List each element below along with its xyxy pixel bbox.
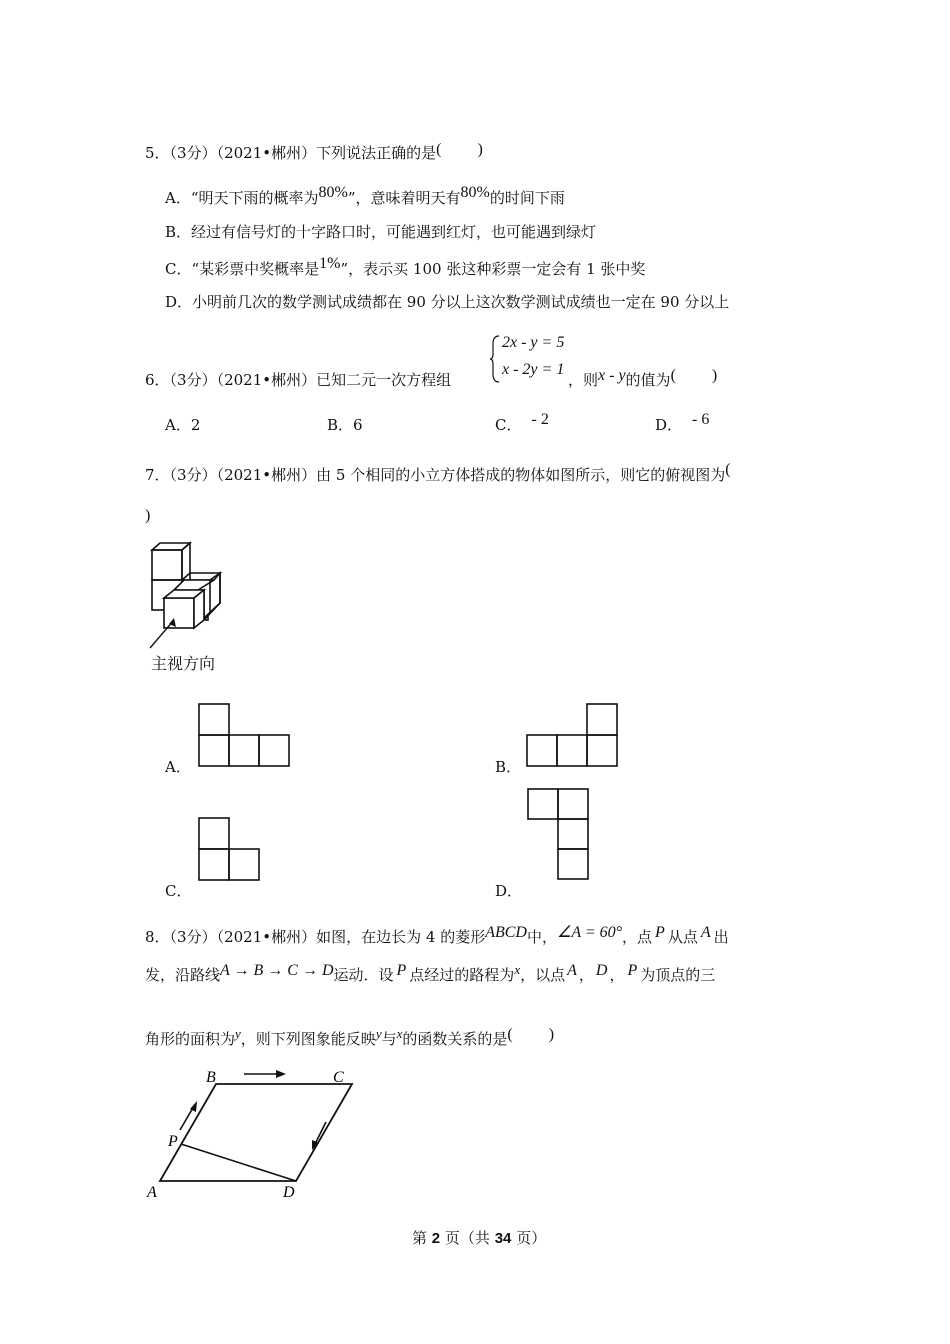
q8-l1-text2: 中， [526,928,557,946]
q7-paren-open: ( [725,461,731,478]
q8-l1-text1: 8．（3分）（2021•郴州）如图，在边长为 4 的菱形 [145,928,486,946]
q6-paren-open: ( [670,367,676,384]
q6-brace [489,334,501,384]
q8-line-1 [145,926,729,947]
q8-point-a: A [700,924,711,941]
q5-c-val: 1% [319,255,341,272]
q8-var-x: x [514,962,521,977]
q8-line-2: 发，沿路线A → B → C → D运动．设 P 点经过的路程为x，以点 A ， D ， P 为顶点的三 [145,962,716,984]
q7-option-a-label: A． [165,758,191,776]
q8-var-y-2: y [375,1026,382,1041]
q6-mid: ，则 [568,371,599,389]
q8-l2-text4: ，以点 [520,966,566,984]
q7-option-c-label: C． [165,882,192,900]
q5-head: 5．（3分）（2021•郴州）下列说法正确的是 [145,144,437,162]
q8-point-p: P [655,924,665,941]
footer-total-pages: 34 [494,1230,512,1247]
q8-paren-close: ) [548,1026,555,1043]
q8-l3-text2: ，则下列图象能反映 [240,1030,376,1048]
q8-route: A → B → C → D [220,962,334,979]
q8-var-y: y [235,1026,241,1041]
q5-option-d: D．小明前几次的数学测试成绩都在 90 分以上这次数学测试成绩也一定在 90 分以上 [165,293,730,311]
q8-l2-text3: 点经过的路程为 [409,966,515,984]
q6-equation-1: 2x - y = 5 [502,334,565,351]
q8-l2-text2: 运动．设 [333,966,394,984]
q7-paren-close: ) [145,507,151,524]
q8-point-a-2: A [567,962,577,979]
q8-l3-text4: 的函数关系的是 [402,1030,508,1048]
q7-option-b-grid [526,703,620,767]
q5-paren-close: ) [477,141,483,158]
q7-stem [145,461,731,485]
q7-option-d-label: D． [495,882,523,900]
q6-option-b: B．6 [327,416,363,434]
q5-a-val: 80% [318,184,348,201]
q8-paren-open: ( [507,1026,513,1043]
q7-cube-figure [140,540,240,660]
q5-option-a [165,184,565,208]
q8-l2-text1: 发，沿路线 [145,966,221,984]
q8-rhombus-figure [140,1062,360,1207]
q5-a-text3: 的时间下雨 [489,189,565,207]
q8-point-p-3: P [627,962,638,979]
q7-head: 7．（3分）（2021•郴州）由 5 个相同的小立方体搭成的物体如图所示，则它的俯视图为 [145,466,726,484]
q7-option-a-grid [198,703,292,767]
q6-d-label: D． [655,416,683,434]
q6-equation-2: x - 2y = 1 [502,361,565,378]
q8-l1-text4: 从点 [667,928,698,946]
q8-l3-text3: 与 [381,1030,397,1048]
q5-option-b: B．经过有信号灯的十字路口时，可能遇到红灯，也可能遇到绿灯 [165,223,597,241]
page-footer [412,1227,546,1248]
q5-c-text2: ”，表示买 100 张这种彩票一定会有 1 张中奖 [340,260,646,278]
q7-option-c-grid [198,817,262,881]
fig-label-a: A [147,1184,157,1201]
q8-l3-text1: 角形的面积为 [145,1030,236,1048]
q8-point-d: D [595,962,608,979]
q8-angle: ∠A = 60° [557,924,623,941]
q8-rhombus-name: ABCD [485,924,527,941]
q5-a-text1: A．“明天下雨的概率为 [165,189,319,207]
q8-point-p-2: P [396,962,407,979]
q8-line-3 [145,1028,554,1049]
fig-label-b: B [206,1069,216,1086]
q6-c-val: - 2 [531,411,549,428]
q5-c-text1: C．“某彩票中奖概率是 [165,260,320,278]
q6-option-d [655,411,710,435]
q6-c-label: C． [495,416,522,434]
q7-figure-caption: 主视方向 [151,654,216,673]
q5-option-c [165,255,646,279]
q7-option-d-grid [527,788,591,882]
q8-var-x-2: x [396,1026,403,1041]
fig-label-c: C [333,1069,344,1086]
q5-a-text2: ”，意味着明天有 [347,189,461,207]
footer-mid: 页（共 [444,1229,490,1247]
q6-d-val: - 6 [692,411,710,428]
q5-paren-open: ( [436,141,442,158]
q5-stem [145,142,483,163]
q6-paren-close: ) [711,367,718,384]
footer-pre: 第 [412,1229,428,1247]
q6-stem-head: 6．（3分）（2021•郴州）已知二元一次方程组 [145,371,452,389]
q5-a-val2: 80% [460,184,490,201]
fig-label-d: D [283,1184,295,1201]
footer-end: 页） [516,1229,547,1247]
q8-l2-text5: 为顶点的三 [640,966,716,984]
q6-tail: 的值为 [625,371,671,389]
q7-option-b-label: B． [495,758,522,776]
q6-option-c [495,411,549,435]
footer-page-number: 2 [431,1230,441,1247]
q6-option-a: A．2 [165,416,201,434]
q6-stem-tail [568,369,717,390]
q6-expr: x - y [598,367,626,384]
q8-l1-text3: ，点 [622,928,653,946]
q8-l1-text5: 出 [713,928,729,946]
fig-label-p: P [168,1133,178,1150]
